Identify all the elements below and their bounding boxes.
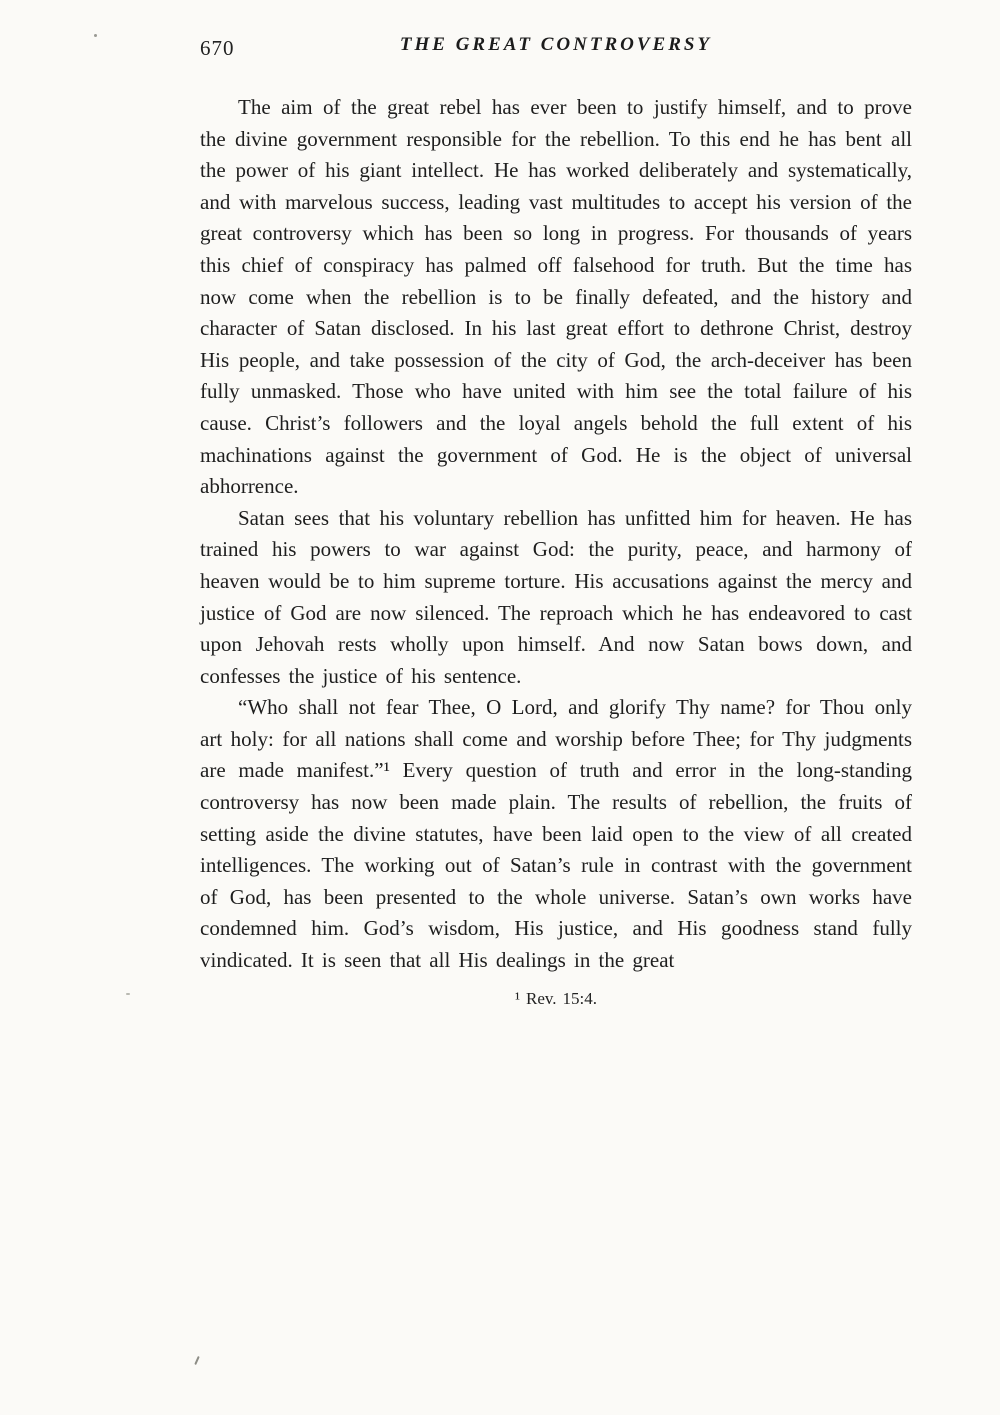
body-text <box>200 92 912 977</box>
page-header <box>200 34 912 68</box>
running-header: THE GREAT CONTROVERSY <box>399 34 713 55</box>
paragraph: Satan sees that his voluntary rebellion has unfitted him for heaven. He has trained his powers to war against God: the purity, peace, and harmony of heaven would be to him supreme torture. His accusations against the mercy and justice of God are now silenced. The reproach which he has endeavored to cast upon Jehovah rests wholly upon himself. And now Satan bows down, and confesses the justice of his sentence. <box>200 505 912 688</box>
scan-artifact-dot <box>94 34 97 37</box>
scan-artifact-tick <box>194 1356 199 1365</box>
page-number: 670 <box>200 36 235 60</box>
paragraph: The aim of the great rebel has ever been to justify himself, and to prove the divine government responsible for the rebellion. To this end he has bent all the power of his giant intellect. He has worked deliberately and systematically, and with marvelous success, leading vast multitudes to accept his version of the great controversy which has been so long in progress. For thousands of years this chief of conspiracy has palmed off falsehood for truth. But the time has now come when the rebellion is to be finally defeated, and the history and character of Satan disclosed. In his last great effort to dethrone Christ, destroy His people, and take possession of the city of God, the arch-deceiver has been fully unmasked. Those who have united with him see the total failure of his cause. Christ’s followers and the loyal angels behold the full extent of his machinations against the government of God. He is the object of universal abhorrence. <box>200 95 912 499</box>
paragraph: “Who shall not fear Thee, O Lord, and glorify Thy name? for Thou only art holy: for all nations shall come and worship before Thee; for Thy judgments are made manifest.”¹ Every question of truth and error in the long-standing controversy has now been made plain. The results of rebellion, the fruits of setting aside the divine statutes, have been laid open to the view of all created intelligences. The working out of Satan’s rule in contrast with the government of God, has been presented to the whole universe. Satan’s own works have condemned him. God’s wisdom, His justice, and His goodness stand fully vindicated. It is seen that all His dealings in the great <box>200 695 912 973</box>
footnote: ¹ Rev. 15:4. <box>514 988 597 1008</box>
scan-artifact-speck <box>126 993 130 995</box>
text-block <box>200 34 912 1009</box>
